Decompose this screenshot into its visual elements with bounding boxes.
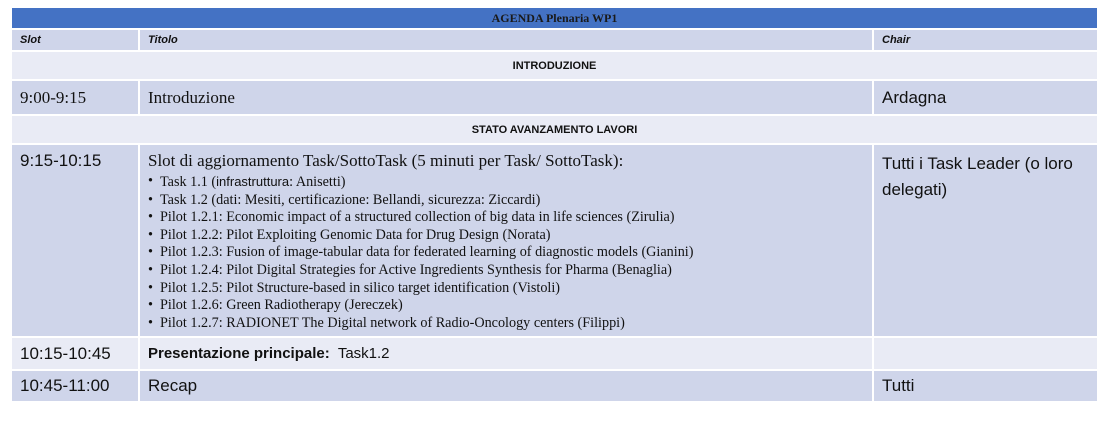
titolo-pres xyxy=(139,337,873,370)
list-item: • Pilot 1.2.5: Pilot Structure-based in silico target identification (Vistoli) xyxy=(160,280,864,298)
list-item: • Task 1.1 (infrastruttura: Anisetti) xyxy=(160,173,864,192)
stato-item-list xyxy=(148,173,864,332)
header-titolo: Titolo xyxy=(139,29,873,51)
pres-label: Presentazione principale: xyxy=(148,345,330,363)
row-stato xyxy=(11,144,1098,337)
section-row-intro xyxy=(11,51,1098,80)
slot-pres: 10:15-10:45 xyxy=(11,337,139,370)
list-item: • Pilot 1.2.4: Pilot Digital Strategies for Active Ingredients Synthesis for Pharma (Benaglia) xyxy=(160,262,864,280)
chair-recap: Tutti xyxy=(873,370,1098,402)
section-intro-label: INTRODUZIONE xyxy=(11,51,1098,80)
row-pres xyxy=(11,337,1098,370)
header-chair: Chair xyxy=(873,29,1098,51)
list-item: • Pilot 1.2.3: Fusion of image-tabular data for federated learning of diagnostic models (Gianini) xyxy=(160,244,864,262)
slot-intro: 9:00-9:15 xyxy=(11,80,139,115)
row-recap xyxy=(11,370,1098,402)
list-item: • Pilot 1.2.6: Green Radiotherapy (Jereczek) xyxy=(160,297,864,315)
title-row xyxy=(11,7,1098,29)
list-item: • Pilot 1.2.7: RADIONET The Digital network of Radio-Oncology centers (Filippi) xyxy=(160,315,864,333)
section-stato-label: STATO AVANZAMENTO LAVORI xyxy=(11,115,1098,144)
agenda-title: AGENDA Plenaria WP1 xyxy=(11,7,1098,29)
list-item: • Pilot 1.2.1: Economic impact of a structured collection of big data in life sciences (Zirulia) xyxy=(160,209,864,227)
row-intro xyxy=(11,80,1098,115)
agenda-table-container xyxy=(10,6,1097,403)
list-item: • Task 1.2 (dati: Mesiti, certificazione: Bellandi, sicurezza: Ziccardi) xyxy=(160,192,864,210)
slot-stato: 9:15-10:15 xyxy=(11,144,139,337)
chair-intro: Ardagna xyxy=(873,80,1098,115)
header-row xyxy=(11,29,1098,51)
titolo-stato xyxy=(139,144,873,337)
pres-task: Task1.2 xyxy=(337,345,390,363)
agenda-table xyxy=(10,6,1099,403)
list-item: • Pilot 1.2.2: Pilot Exploiting Genomic Data for Drug Design (Norata) xyxy=(160,227,864,245)
titolo-recap: Recap xyxy=(139,370,873,402)
header-slot: Slot xyxy=(11,29,139,51)
chair-pres xyxy=(873,337,1098,370)
section-row-stato xyxy=(11,115,1098,144)
stato-lead: Slot di aggiornamento Task/SottoTask (5 minuti per Task/ SottoTask): xyxy=(148,151,624,170)
slot-recap: 10:45-11:00 xyxy=(11,370,139,402)
chair-stato: Tutti i Task Leader (o loro delegati) xyxy=(873,144,1098,337)
titolo-intro: Introduzione xyxy=(139,80,873,115)
